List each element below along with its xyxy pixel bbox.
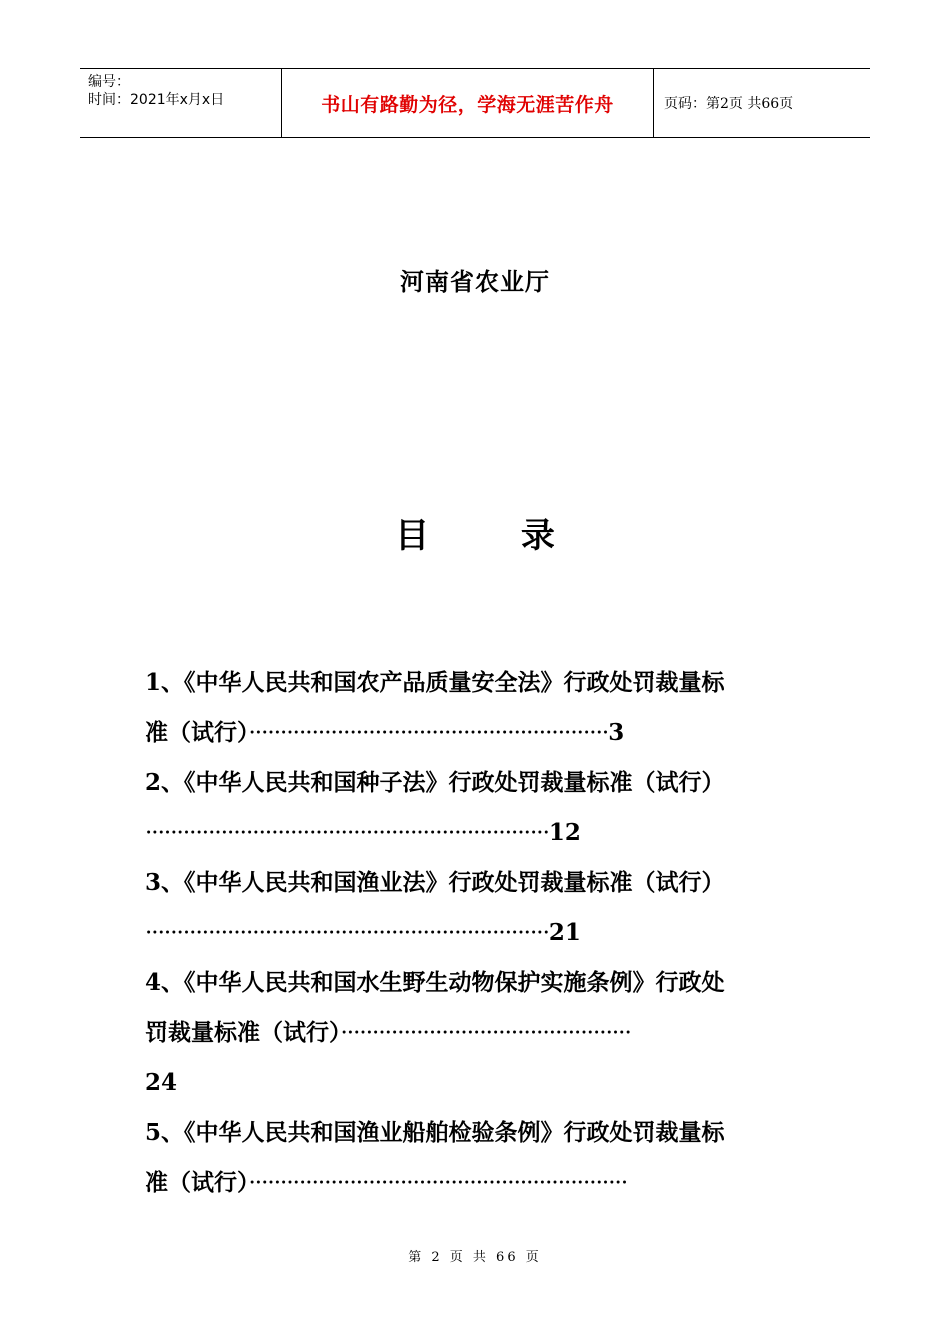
toc-entry-5-line-2[interactable] — [145, 1158, 810, 1208]
toc-text: 准（试行） — [145, 719, 249, 746]
time-label: 时间：2021年x月x日 — [88, 92, 225, 108]
toc-text: 2、《中华人民共和国种子法》行政处罚裁量标准（试行） — [145, 769, 725, 796]
toc-entry-2-line-1[interactable] — [145, 758, 810, 808]
toc-text: 5、《中华人民共和国渔业船舶检验条例》行政处罚裁量标 — [145, 1119, 725, 1146]
toc-entry-1-line-2[interactable] — [145, 708, 810, 758]
dot-leader: ···························································· — [248, 1170, 628, 1196]
table-of-contents — [145, 658, 810, 1208]
header-page-info: 页码：第2页 共66页 — [664, 96, 794, 112]
page-footer: 第 2 页 共 66 页 — [408, 1250, 542, 1265]
toc-title: 目 录 — [395, 516, 595, 556]
toc-entry-4-line-3[interactable] — [145, 1058, 810, 1108]
number-label: 编号： — [88, 74, 130, 90]
toc-text: 罚裁量标准（试行） — [145, 1019, 341, 1046]
toc-entry-4-line-2[interactable] — [145, 1008, 810, 1058]
toc-text: 4、《中华人民共和国水生野生动物保护实施条例》行政处 — [145, 969, 725, 996]
toc-entry-3-line-1[interactable] — [145, 858, 810, 908]
toc-text: 3、《中华人民共和国渔业法》行政处罚裁量标准（试行） — [145, 869, 725, 896]
header-motto: 书山有路勤为径，学海无涯苦作舟 — [281, 69, 654, 137]
toc-page-number: 24 — [145, 1069, 178, 1096]
toc-entry-4-line-1[interactable] — [145, 958, 810, 1008]
toc-text: 1、《中华人民共和国农产品质量安全法》行政处罚裁量标 — [145, 669, 725, 696]
page-header — [80, 68, 870, 138]
toc-page-number: 3 — [608, 719, 625, 746]
toc-page-number: 12 — [548, 819, 581, 846]
toc-entry-1-line-1[interactable] — [145, 658, 810, 708]
toc-text: 准（试行） — [145, 1169, 249, 1196]
toc-entry-2-line-2[interactable] — [145, 808, 810, 858]
dot-leader: ························································· — [248, 720, 609, 746]
header-meta — [80, 69, 281, 137]
organization-title: 河南省农业厅 — [400, 267, 550, 296]
dot-leader: ································································ — [145, 820, 549, 846]
toc-entry-3-line-2[interactable] — [145, 908, 810, 958]
dot-leader: ·············································· — [340, 1020, 631, 1046]
toc-page-number: 21 — [548, 919, 581, 946]
toc-entry-5-line-1[interactable] — [145, 1108, 810, 1158]
dot-leader: ································································ — [145, 920, 549, 946]
